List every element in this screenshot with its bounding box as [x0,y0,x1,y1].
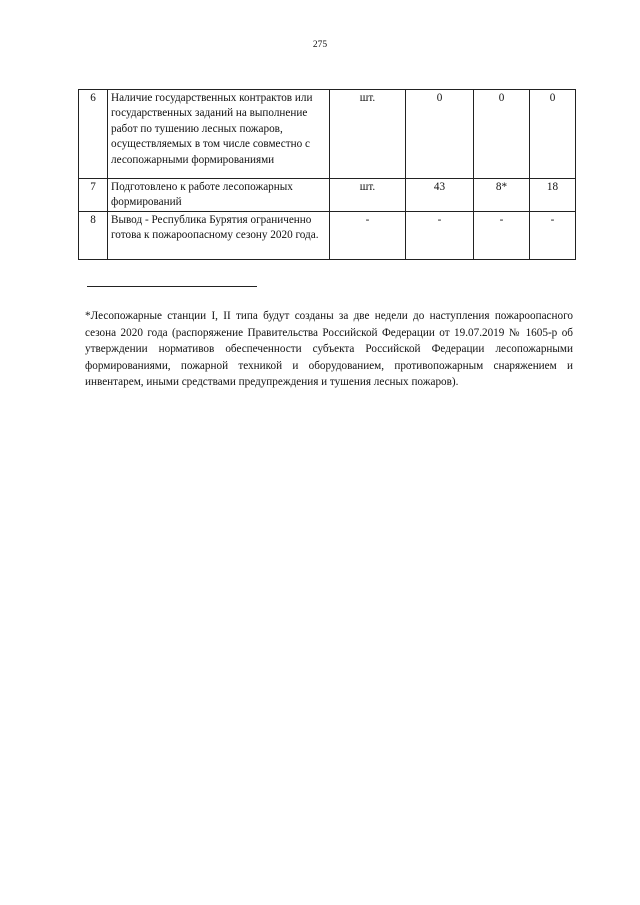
row-indicator: Наличие государственных контрактов или государственных заданий на выполнение работ по тушению лесных пожаров, осуществляемых в том числе совместно с лесопожарными формированиями [108,90,330,179]
row-number: 7 [79,179,108,212]
footnote: *Лесопожарные станции I, II типа будут созданы за две недели до наступления пожароопасного сезона 2020 года (распоряжение Правительства Российской Федерации от 19.07.2019 № 1605-р об утверждении нормативов обеспеченности субъекта Российской Федерации лесопожарными формированиями, пожарной техникой и оборудованием, противопожарным снаряжением и инвентарем, иными средствами предупреждения и тушения лесных пожаров). [85,310,573,388]
footnote-separator [87,286,257,287]
row-number: 6 [79,90,108,179]
row-unit: шт. [330,179,406,212]
row-unit: - [330,211,406,259]
table-row [79,90,576,179]
row-value-3: - [530,211,576,259]
table-row [79,211,576,259]
row-indicator: Подготовлено к работе лесопожарных формирований [108,179,330,212]
row-value-2: - [474,211,530,259]
page-number: 275 [312,40,328,50]
row-value-1: 43 [406,179,474,212]
row-value-2: 0 [474,90,530,179]
row-value-3: 0 [530,90,576,179]
data-table [78,89,576,260]
row-value-1: 0 [406,90,474,179]
row-indicator: Вывод - Республика Бурятия ограниченно готова к пожароопасному сезону 2020 года. [108,211,330,259]
row-value-1: - [406,211,474,259]
row-unit: шт. [330,90,406,179]
table-row [79,179,576,212]
row-value-2: 8* [474,179,530,212]
row-number: 8 [79,211,108,259]
row-value-3: 18 [530,179,576,212]
